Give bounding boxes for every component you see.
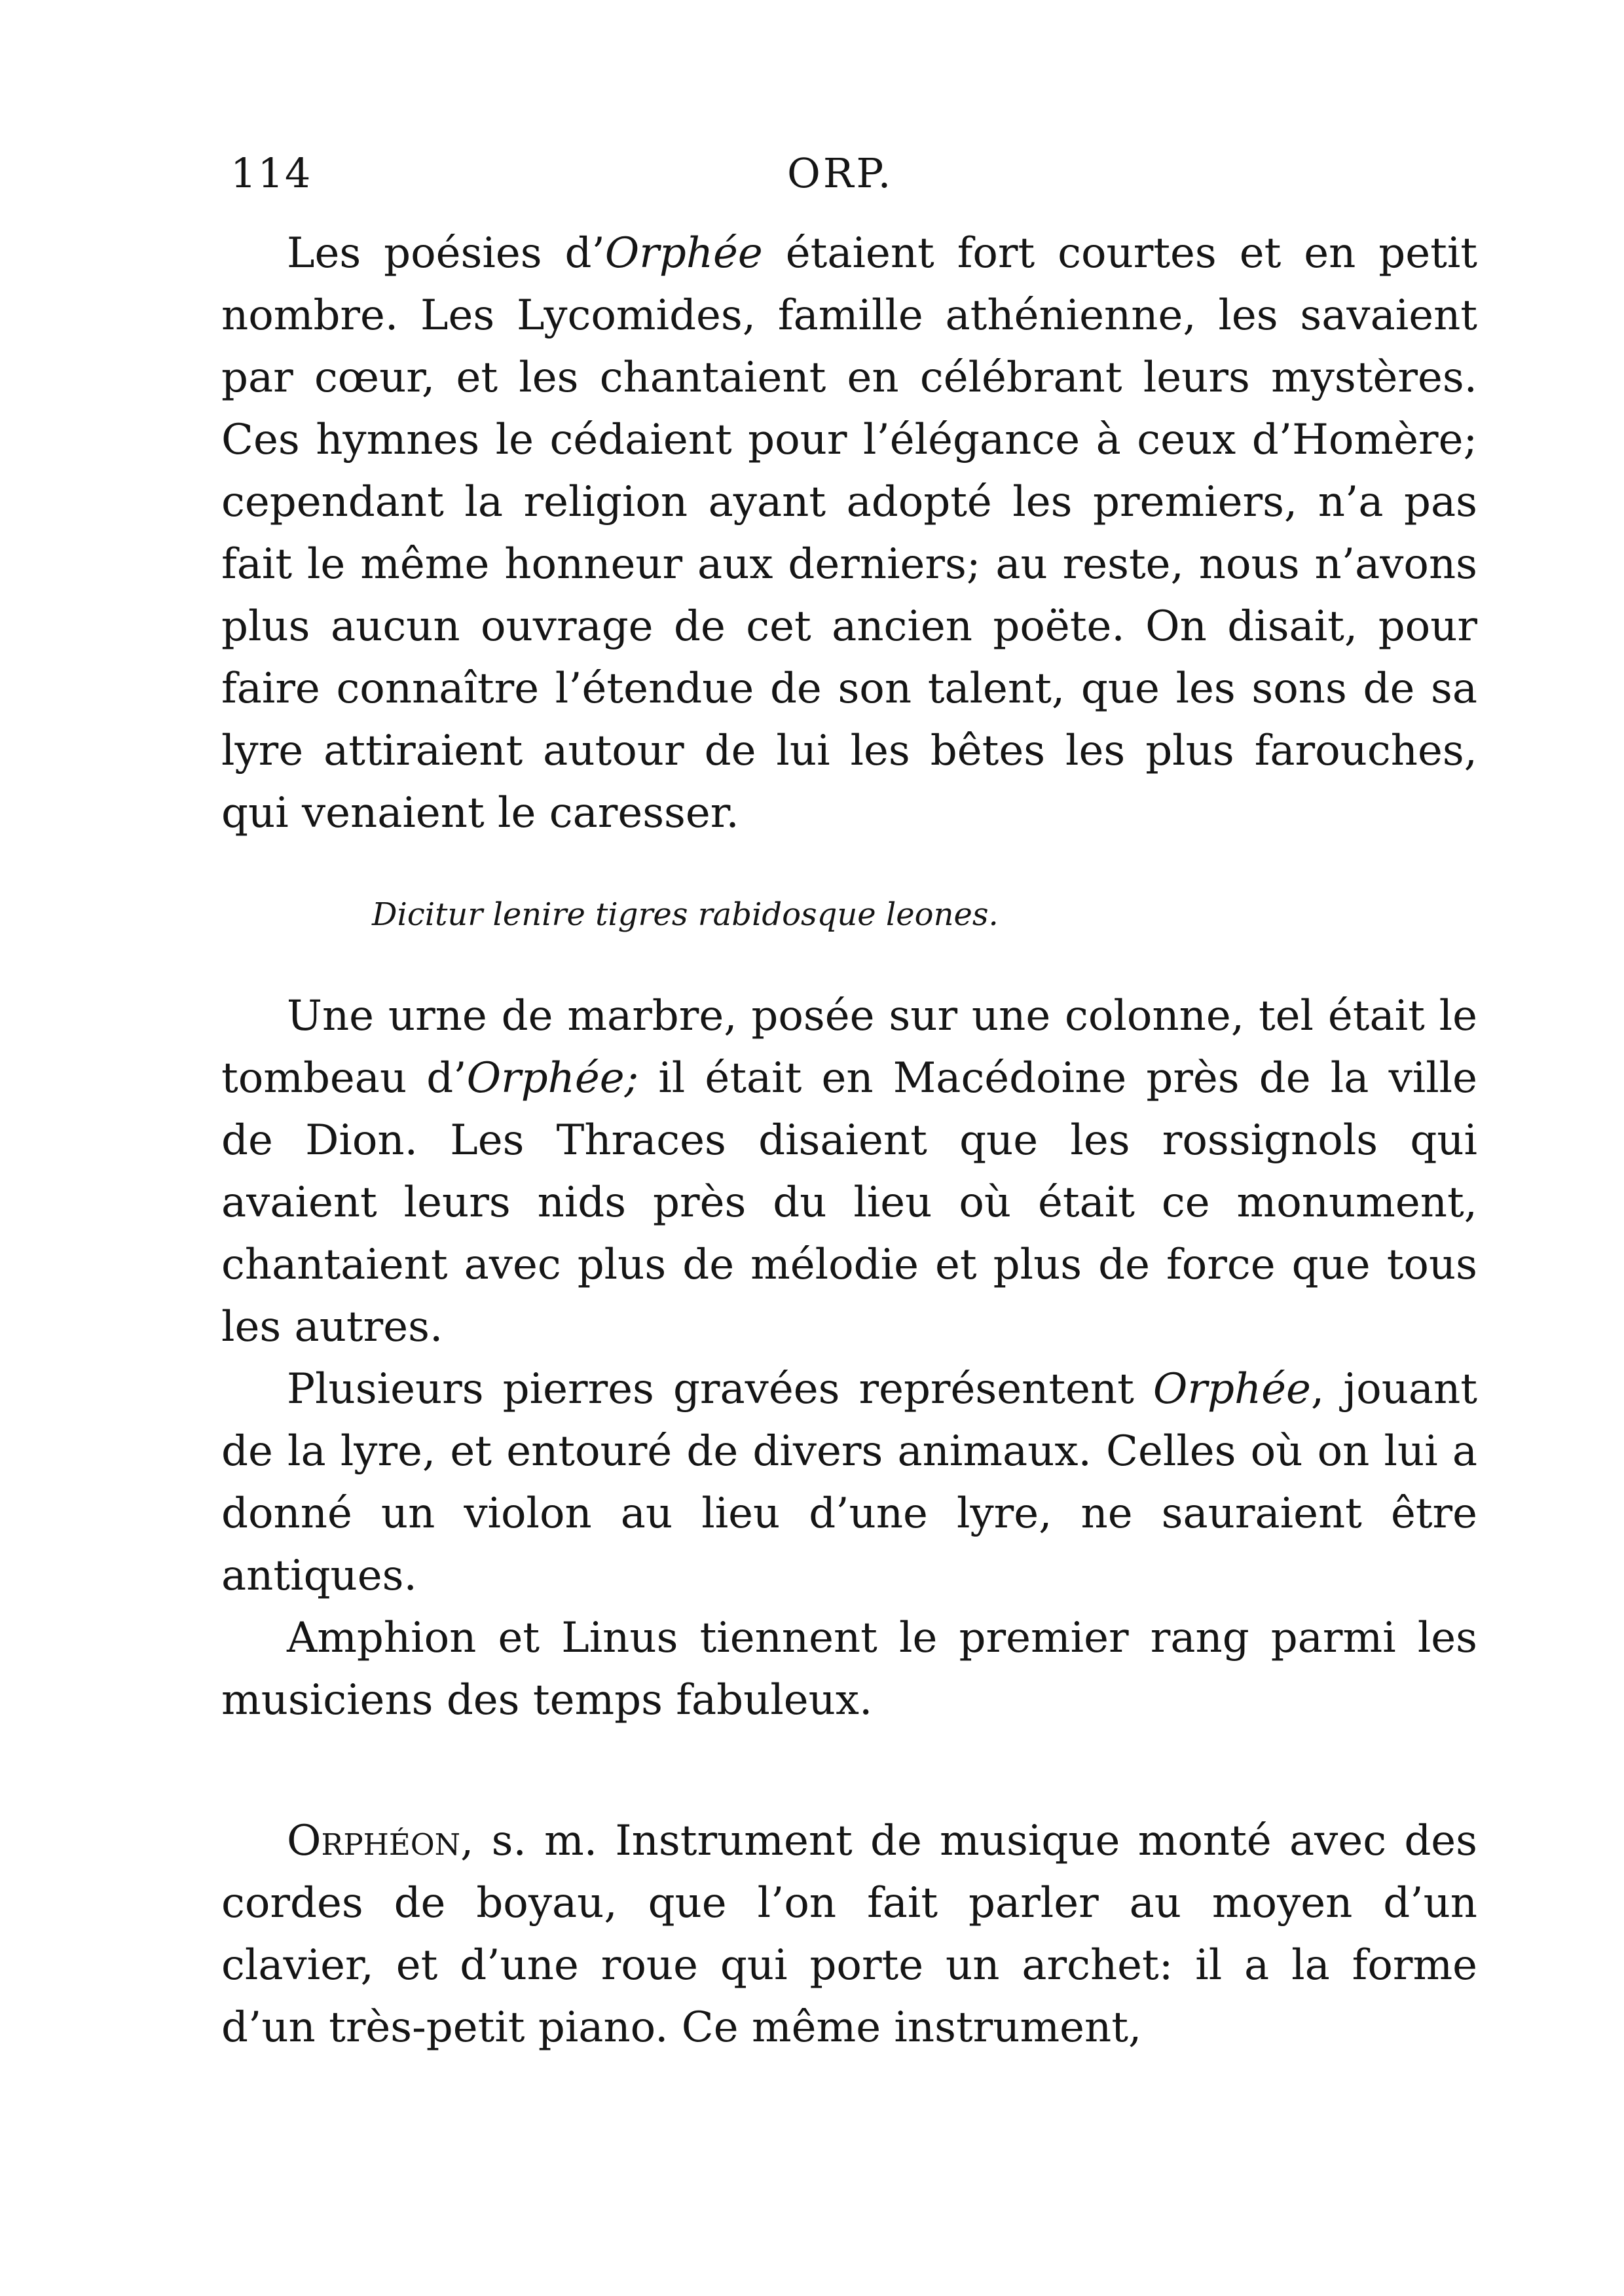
italic-name: Orphée [1153,1365,1311,1413]
italic-name: Orphée [604,229,763,278]
paragraph-orphee-poems [221,223,1477,845]
entry-orpheon [221,1810,1477,2059]
paragraph-text: il était en Macédoine près de la ville de Dion. Les Thraces disaient que les rossignols qui avaient leurs nids près du lieu où était ce monument, chantaient avec plus de mélodie et plus de force que tous les autres. [221,1054,1478,1351]
paragraph-text: Une urne de marbre, posée sur une colonne, tel était le tombeau d’ [221,992,1477,1102]
spacer [221,946,1477,985]
page-number: 114 [231,149,312,197]
paragraph-text: Plusieurs pierres gravées représentent [287,1365,1153,1413]
paragraph-text: , jouant de la lyre, et entouré de divers animaux. Celles où on lui a donné un violon au lieu d’une lyre, ne sauraient être antiques. [221,1365,1477,1600]
paragraph-engraved-stones [221,1358,1477,1607]
paragraph-text: Les poésies d’ [287,229,605,278]
paragraph-text: , s. m. Instrument de musique monté avec des cordes de boyau, que l’on fait parler au moyen d’un clavier, et d’une roue qui porte un archet: il a la forme d’un très-petit piano. Ce même instrument, [221,1817,1477,2052]
page-header [231,149,1449,208]
italic-name: Orphée; [466,1054,639,1102]
paragraph-tomb [221,985,1477,1358]
paragraph-amphion-linus: Amphion et Linus tiennent le premier rang parmi les musiciens des temps fabuleux. [221,1614,1477,1724]
running-head: ORP. [787,149,894,197]
page-body [221,223,1477,2059]
latin-quotation: Dicitur lenire tigres rabidosque leones. [372,896,999,933]
paragraph-text: étaient fort courtes et en petit nombre. Les Lycomides, famille athénienne, les savaient par cœur, et les chantaient en célébrant leurs mystères. Ces hymnes le cédaient pour l’élégance à ceux d’Homère; cependant la religion ayant adopté les premiers, n’a pas fait le même honneur aux derniers; au reste, nous n’avons plus aucun ouvrage de cet ancien poëte. On disait, pour faire connaître l’étendue de son talent, que les sons de sa lyre attiraient autour de lui les bêtes les plus farouches, qui venaient le caresser. [221,229,1477,837]
entry-headword: Orphéon [287,1817,460,1865]
spacer [221,845,1477,884]
spacer [221,1732,1477,1810]
